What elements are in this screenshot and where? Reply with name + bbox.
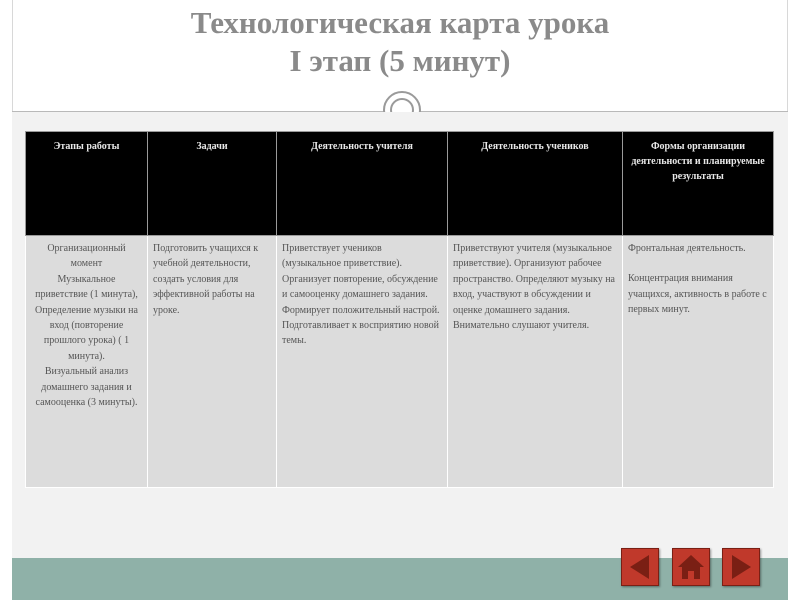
forms-item: Фронтальная деятельность. xyxy=(628,243,746,254)
lesson-plan-table xyxy=(25,131,774,488)
cell-teacher-activity: Приветствует учеников (музыкальное приветствие). Организует повторение, обсуждение и самооценку домашнего задания. Формирует положительный настрой. Подготавливает к восприятию новой темы. xyxy=(277,236,448,488)
stage-item: Определение музыки на вход (повторение прошлого урока) ( 1 минута). xyxy=(35,304,138,362)
paragraph-gap xyxy=(628,256,768,271)
cell-forms-results xyxy=(623,236,774,488)
previous-slide-button[interactable] xyxy=(621,548,659,586)
header-tasks: Задачи xyxy=(148,132,277,236)
stage-item: Организационный момент xyxy=(47,243,126,270)
header-forms-results: Формы организации деятельности и планируемые результаты xyxy=(623,132,774,236)
stage-item: Визуальный анализ домашнего задания и самооценка (3 минуты). xyxy=(35,366,138,409)
triangle-right-icon xyxy=(723,549,759,585)
slide-title-line-2: I этап (5 минут) xyxy=(289,43,511,78)
cell-stage xyxy=(26,236,148,488)
header-stages: Этапы работы xyxy=(26,132,148,236)
forms-item: Концентрация внимания учащихся, активность в работе с первых минут. xyxy=(628,273,767,316)
cell-student-activity: Приветствуют учителя (музыкальное приветствие). Организуют рабочее пространство. Определяют музыку на вход, участвуют в обсуждении и оценке домашнего задания. Внимательно слушают учителя. xyxy=(448,236,623,488)
table-row xyxy=(26,236,774,488)
stage-item: Музыкальное приветствие (1 минута), xyxy=(35,273,138,301)
header-student-activity: Деятельность учеников xyxy=(448,132,623,236)
next-slide-button[interactable] xyxy=(722,548,760,586)
triangle-left-icon xyxy=(622,549,658,585)
header-teacher-activity: Деятельность учителя xyxy=(277,132,448,236)
cell-tasks: Подготовить учащихся к учебной деятельности, создать условия для эффективной работы на уроке. xyxy=(148,236,277,488)
slide-title-line-1: Технологическая карта урока xyxy=(190,5,610,40)
home-icon xyxy=(673,549,709,585)
home-button[interactable] xyxy=(672,548,710,586)
table-header-row xyxy=(26,132,774,236)
